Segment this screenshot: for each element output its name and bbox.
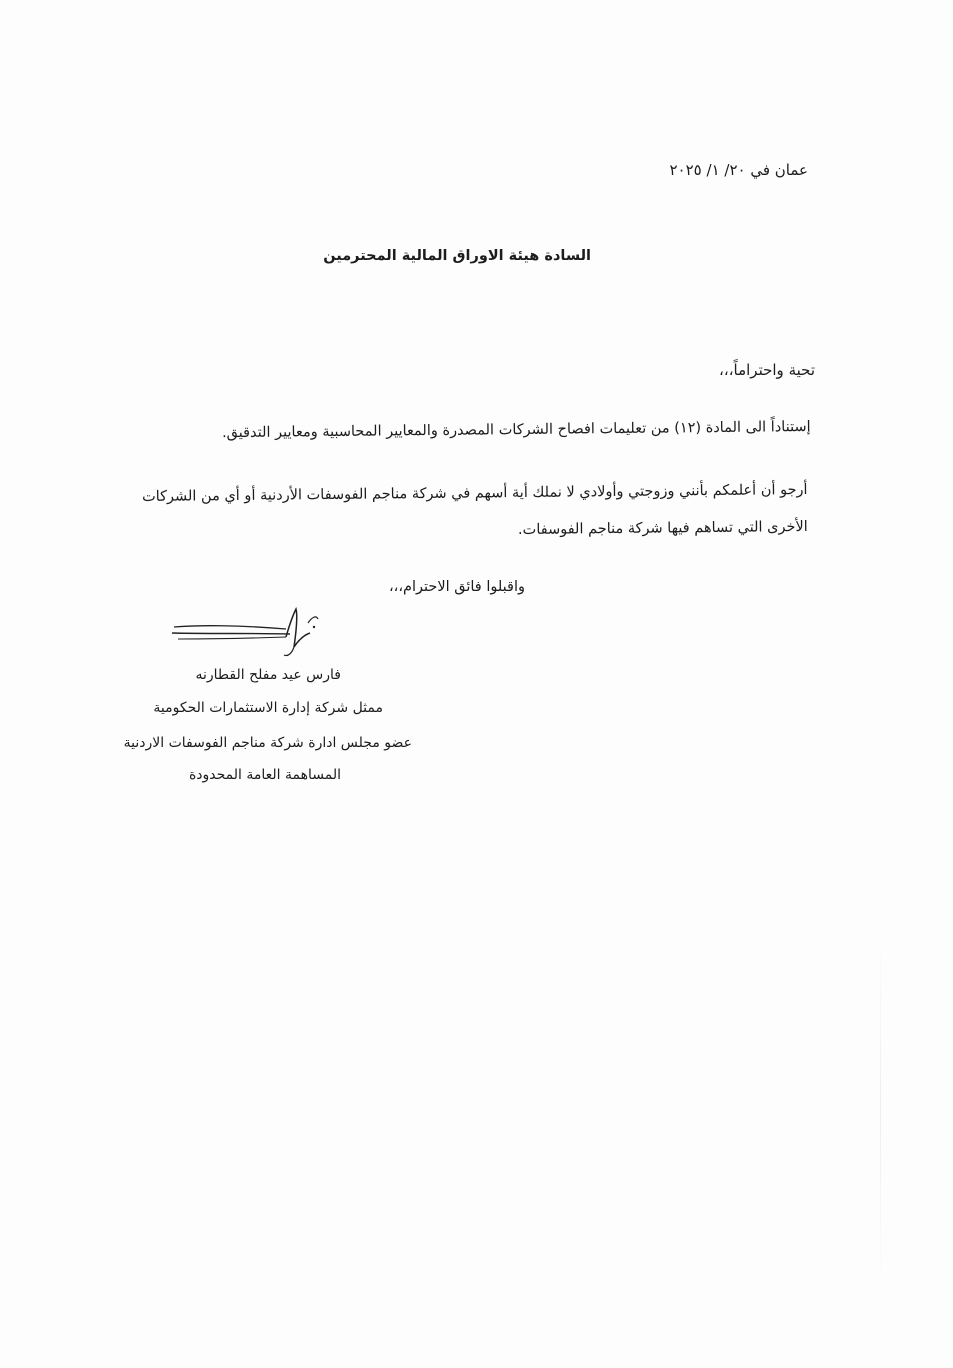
handwritten-signature-icon [168, 603, 328, 659]
scan-artifact-line [880, 930, 881, 1290]
signatory-title-1: ممثل شركة إدارة الاستثمارات الحكومية [153, 700, 383, 716]
signatory-name: فارس عيد مفلح القطارنه [195, 667, 341, 683]
greeting: تحية واحتراماً،،، [719, 361, 815, 379]
addressee: السادة هيئة الاوراق المالية المحترمين [323, 248, 591, 264]
signatory-title-3: المساهمة العامة المحدودة [188, 767, 341, 783]
signatory-title-2: عضو مجلس ادارة شركة مناجم الفوسفات الاردنية [123, 735, 412, 751]
body-paragraph-2-line-1: أرجو أن أعلمكم بأنني وزوجتي وأولادي لا نملك أية أسهم في شركة مناجم الفوسفات الأردنية أو أي من الشركات [142, 482, 809, 505]
body-paragraph-2-line-2: الأخرى التي تساهم فيها شركة مناجم الفوسفات. [518, 519, 809, 539]
closing-phrase: واقبلوا فائق الاحترام،،، [388, 579, 525, 595]
body-paragraph-1: إستناداً الى المادة (١٢) من تعليمات افصاح الشركات المصدرة والمعايير المحاسبية ومعايير التدقيق. [222, 419, 812, 442]
date-line: عمان في ٢٠/ ١/ ٢٠٢٥ [669, 161, 808, 179]
